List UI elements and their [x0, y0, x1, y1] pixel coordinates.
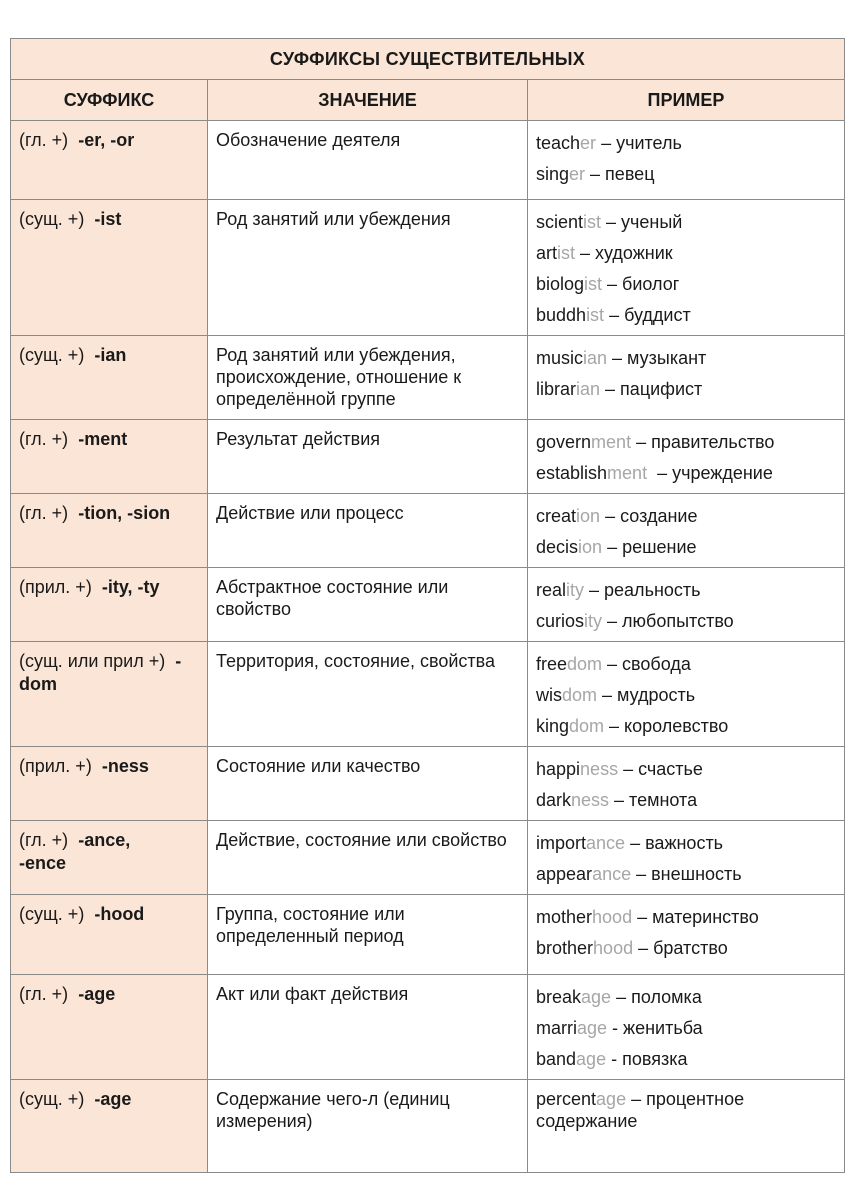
- translation: – учитель: [596, 133, 682, 153]
- example-line: [536, 128, 836, 159]
- suffix-text: -age: [94, 1089, 132, 1109]
- table-row: [11, 747, 845, 821]
- part-of-speech: (гл. +): [19, 830, 69, 850]
- example-cell: [528, 121, 845, 200]
- word-suffix: hood: [592, 907, 633, 927]
- word-stem: music: [536, 348, 584, 368]
- suffix-text-continued: -ence: [19, 853, 67, 873]
- meaning-cell: Род занятий или убеждения, происхождение, отношение к определённой группе: [208, 336, 528, 420]
- translation: – внешность: [631, 864, 742, 884]
- example-line: [536, 680, 836, 711]
- example-line: [536, 933, 836, 964]
- word-stem: real: [536, 580, 567, 600]
- table-row: [11, 494, 845, 568]
- example-cell: [528, 494, 845, 568]
- example-line: [536, 300, 836, 331]
- word-stem: decis: [536, 537, 579, 557]
- suffix-cell: [11, 1080, 208, 1173]
- example-line: [536, 1044, 836, 1075]
- translation: – художник: [575, 243, 673, 263]
- translation: – любопытство: [602, 611, 734, 631]
- example-line: [536, 575, 836, 606]
- word-stem: band: [536, 1049, 577, 1069]
- meaning-cell: Акт или факт действия: [208, 975, 528, 1080]
- part-of-speech: (сущ. или прил +): [19, 651, 166, 671]
- word-stem: marri: [536, 1018, 577, 1038]
- word-stem: king: [536, 716, 570, 736]
- suffix-cell: [11, 568, 208, 642]
- word-stem: librar: [536, 379, 577, 399]
- example-cell: [528, 1080, 845, 1173]
- part-of-speech: (сущ. +): [19, 345, 85, 365]
- translation: – решение: [602, 537, 697, 557]
- word-stem: buddh: [536, 305, 587, 325]
- word-stem: import: [536, 833, 587, 853]
- table-row: [11, 121, 845, 200]
- word-suffix: ian: [576, 379, 601, 399]
- word-stem: appear: [536, 864, 593, 884]
- word-stem: biolog: [536, 274, 585, 294]
- word-stem: dark: [536, 790, 572, 810]
- part-of-speech: (сущ. +): [19, 904, 85, 924]
- example-line: [536, 427, 836, 458]
- translation: – поломка: [611, 987, 702, 1007]
- suffix-cell: [11, 336, 208, 420]
- translation: – биолог: [602, 274, 680, 294]
- word-suffix: ance: [592, 864, 632, 884]
- word-suffix: ion: [576, 506, 601, 526]
- column-header-example: ПРИМЕР: [528, 80, 845, 121]
- translation: – братство: [633, 938, 728, 958]
- example-cell: [528, 821, 845, 895]
- translation: – правительство: [631, 432, 775, 452]
- example-line: [536, 532, 836, 563]
- example-line: [536, 159, 836, 190]
- word-suffix: ian: [583, 348, 608, 368]
- translation: – реальность: [584, 580, 701, 600]
- example-line: [536, 859, 836, 890]
- table-row: [11, 568, 845, 642]
- part-of-speech: (прил. +): [19, 756, 92, 776]
- example-line: [536, 269, 836, 300]
- word-stem: happi: [536, 759, 581, 779]
- translation: – мудрость: [597, 685, 696, 705]
- example-cell: [528, 568, 845, 642]
- table-row: [11, 336, 845, 420]
- translation: - женитьба: [607, 1018, 703, 1038]
- table-title: СУФФИКСЫ СУЩЕСТВИТЕЛЬНЫХ: [11, 39, 845, 80]
- word-stem: brother: [536, 938, 594, 958]
- word-suffix: ist: [584, 274, 603, 294]
- meaning-cell: Род занятий или убеждения: [208, 200, 528, 336]
- translation: – учреждение: [647, 463, 773, 483]
- translation: – ученый: [601, 212, 683, 232]
- translation: – создание: [600, 506, 698, 526]
- word-suffix: er: [569, 164, 586, 184]
- translation: – счастье: [618, 759, 703, 779]
- column-header-suffix: СУФФИКС: [11, 80, 208, 121]
- word-suffix: ance: [586, 833, 626, 853]
- table-row: [11, 821, 845, 895]
- part-of-speech: (гл. +): [19, 984, 69, 1004]
- word-stem: break: [536, 987, 582, 1007]
- word-suffix: ion: [578, 537, 603, 557]
- example-cell: [528, 747, 845, 821]
- word-stem: wis: [536, 685, 562, 705]
- word-suffix: ity: [566, 580, 585, 600]
- word-suffix: hood: [593, 938, 634, 958]
- suffix-text: -ian: [94, 345, 127, 365]
- word-suffix: ment: [591, 432, 632, 452]
- translation: – свобода: [602, 654, 691, 674]
- word-suffix: dom: [569, 716, 605, 736]
- word-suffix: er: [580, 133, 597, 153]
- word-stem: art: [536, 243, 558, 263]
- suffix-cell: [11, 494, 208, 568]
- suffix-text: -er, -or: [78, 130, 135, 150]
- word-suffix: ist: [586, 305, 605, 325]
- word-stem: govern: [536, 432, 592, 452]
- example-cell: [528, 975, 845, 1080]
- table-row: [11, 1080, 845, 1173]
- word-suffix: ment: [607, 463, 648, 483]
- translation: – процентное содержание: [536, 1089, 750, 1131]
- word-suffix: ness: [580, 759, 619, 779]
- suffix-text: -age: [78, 984, 116, 1004]
- example-line: [536, 501, 836, 532]
- suffix-text: -: [175, 651, 182, 671]
- part-of-speech: (прил. +): [19, 577, 92, 597]
- example-line: [536, 711, 836, 742]
- word-stem: scient: [536, 212, 584, 232]
- part-of-speech: (гл. +): [19, 503, 69, 523]
- example-line: [536, 1013, 836, 1044]
- part-of-speech: (гл. +): [19, 429, 69, 449]
- translation: – материнство: [632, 907, 759, 927]
- column-header-meaning: ЗНАЧЕНИЕ: [208, 80, 528, 121]
- table-body: [11, 121, 845, 1173]
- suffix-text: -ance,: [78, 830, 131, 850]
- word-stem: curios: [536, 611, 585, 631]
- example-line: [536, 649, 836, 680]
- suffix-text-continued: dom: [19, 674, 57, 694]
- table-row: [11, 642, 845, 747]
- example-cell: [528, 420, 845, 494]
- word-suffix: age: [581, 987, 612, 1007]
- meaning-cell: Абстрактное состояние или свойство: [208, 568, 528, 642]
- example-line: [536, 754, 836, 785]
- meaning-cell: Содержание чего-л (единиц измерения): [208, 1080, 528, 1173]
- suffix-cell: [11, 420, 208, 494]
- meaning-cell: Состояние или качество: [208, 747, 528, 821]
- word-suffix: age: [577, 1018, 608, 1038]
- word-stem: mother: [536, 907, 593, 927]
- suffix-text: -ist: [94, 209, 122, 229]
- part-of-speech: (сущ. +): [19, 209, 85, 229]
- translation: – королевство: [604, 716, 729, 736]
- meaning-cell: Территория, состояние, свойства: [208, 642, 528, 747]
- translation: – певец: [585, 164, 655, 184]
- table-row: [11, 420, 845, 494]
- word-stem: percent: [536, 1089, 597, 1109]
- meaning-cell: Группа, состояние или определенный период: [208, 895, 528, 975]
- example-line: [536, 606, 836, 637]
- suffix-cell: [11, 821, 208, 895]
- example-line: [536, 785, 836, 816]
- example-cell: [528, 642, 845, 747]
- part-of-speech: (сущ. +): [19, 1089, 85, 1109]
- translation: – музыкант: [607, 348, 707, 368]
- example-line: [536, 207, 836, 238]
- word-stem: sing: [536, 164, 570, 184]
- part-of-speech: (гл. +): [19, 130, 69, 150]
- suffix-cell: [11, 121, 208, 200]
- suffix-cell: [11, 642, 208, 747]
- table-row: [11, 975, 845, 1080]
- translation: – пацифист: [600, 379, 703, 399]
- word-suffix: ist: [583, 212, 602, 232]
- suffix-text: -hood: [94, 904, 145, 924]
- example-line: [536, 828, 836, 859]
- meaning-cell: Обозначение деятеля: [208, 121, 528, 200]
- meaning-cell: Результат действия: [208, 420, 528, 494]
- table-row: [11, 895, 845, 975]
- translation: – буддист: [604, 305, 691, 325]
- example-line: [536, 982, 836, 1013]
- translation: - повязка: [606, 1049, 688, 1069]
- word-suffix: dom: [562, 685, 598, 705]
- table-row: [11, 200, 845, 336]
- suffix-cell: [11, 975, 208, 1080]
- word-suffix: age: [596, 1089, 627, 1109]
- word-stem: free: [536, 654, 568, 674]
- meaning-cell: Действие или процесс: [208, 494, 528, 568]
- suffix-cell: [11, 200, 208, 336]
- word-suffix: ity: [584, 611, 603, 631]
- word-stem: creat: [536, 506, 577, 526]
- example-cell: [528, 336, 845, 420]
- example-cell: [528, 895, 845, 975]
- word-suffix: ness: [571, 790, 610, 810]
- suffix-text: -ity, -ty: [101, 577, 160, 597]
- translation: – важность: [625, 833, 724, 853]
- example-line: [536, 902, 836, 933]
- example-line: [536, 458, 836, 489]
- suffix-text: -ness: [101, 756, 149, 776]
- example-cell: [528, 200, 845, 336]
- suffix-text: -tion, -sion: [78, 503, 171, 523]
- word-stem: establish: [536, 463, 608, 483]
- example-line: [536, 374, 836, 405]
- translation: – темнота: [609, 790, 698, 810]
- example-line: [536, 238, 836, 269]
- suffix-cell: [11, 895, 208, 975]
- word-suffix: age: [576, 1049, 607, 1069]
- suffix-cell: [11, 747, 208, 821]
- word-suffix: dom: [567, 654, 603, 674]
- suffix-table: [10, 38, 845, 1173]
- meaning-cell: Действие, состояние или свойство: [208, 821, 528, 895]
- word-suffix: ist: [557, 243, 576, 263]
- example-line: [536, 1088, 836, 1132]
- word-stem: teach: [536, 133, 581, 153]
- example-line: [536, 343, 836, 374]
- suffix-text: -ment: [78, 429, 128, 449]
